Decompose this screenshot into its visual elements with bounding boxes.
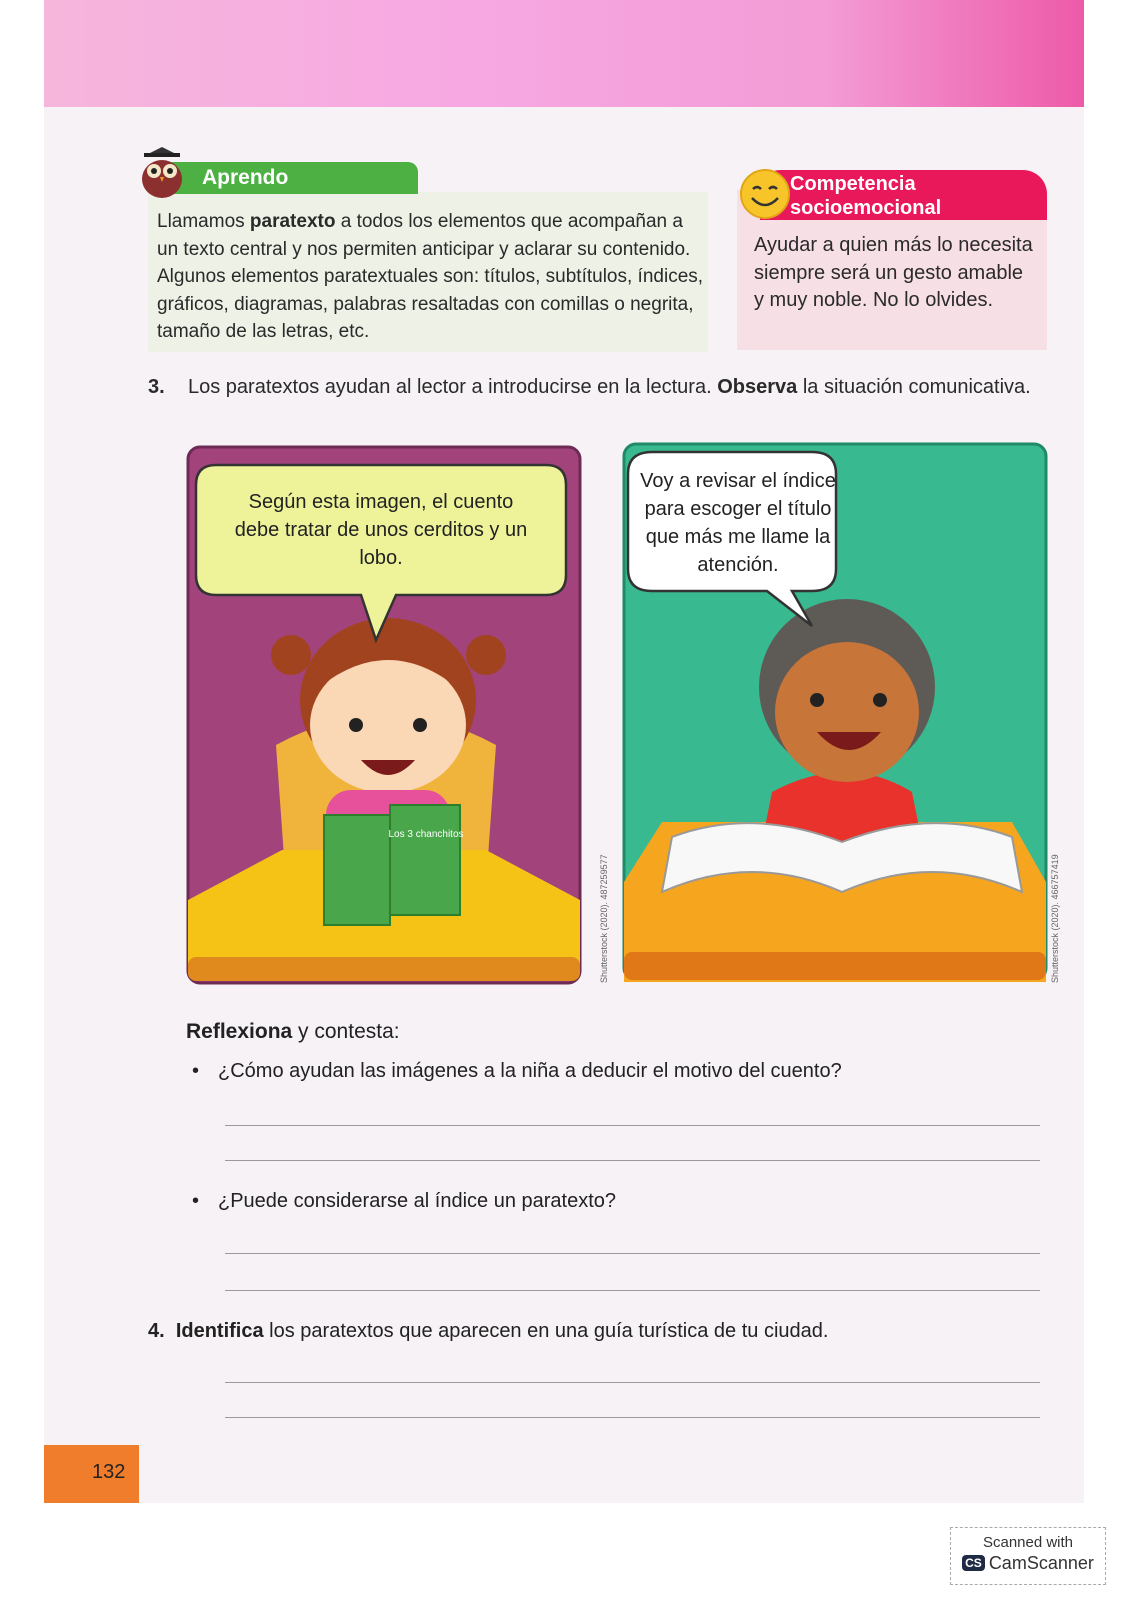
smiley-icon [738, 167, 792, 221]
answer-line[interactable] [225, 1160, 1040, 1161]
observa-bold: Observa [717, 376, 798, 398]
girl-illustration-panel [186, 445, 582, 985]
question-4-number: 4. [148, 1320, 165, 1342]
question-4: 4. Identifica los paratextos que aparecen en una guía turística de tu ciudad. [148, 1320, 829, 1342]
girl-bubble-line-2: debe tratar de unos cerditos y un [234, 519, 528, 541]
reflexiona-heading: Reflexiona y contesta: [186, 1020, 400, 1043]
image-credit-2: Shutterstock (2020). 466757419 [1050, 854, 1060, 983]
boy-illustration-panel [622, 442, 1048, 982]
girl-bubble-line-1: Según esta imagen, el cuento [248, 491, 514, 513]
reflexiona-question-1: • ¿Cómo ayudan las imágenes a la niña a deducir el motivo del cuento? [192, 1060, 842, 1082]
camscanner-logo-icon: CS [962, 1555, 985, 1571]
boy-bubble-line-4: atención. [697, 554, 779, 576]
answer-line[interactable] [225, 1253, 1040, 1254]
girl-bubble-line-3: lobo. [359, 547, 403, 569]
question-3-number: 3. [148, 376, 165, 398]
camscanner-text: CamScanner [988, 1553, 1094, 1573]
owl-icon [136, 145, 188, 199]
aprendo-title: Aprendo [202, 166, 289, 189]
boy-bubble-line-1: Voy a revisar el índice [640, 470, 836, 492]
question-3: 3. Los paratextos ayudan al lector a introducirse en la lectura. Observa la situación comunicativa. [148, 372, 1048, 402]
top-banner [44, 0, 1084, 107]
competencia-title-1: Competencia [790, 173, 916, 195]
reflexiona-question-2: • ¿Puede considerarse al índice un paratexto? [192, 1190, 617, 1212]
camscanner-watermark [950, 1527, 1106, 1585]
answer-line[interactable] [225, 1125, 1040, 1126]
identifica-bold: Identifica [175, 1320, 264, 1342]
competencia-title-2: socioemocional [790, 197, 942, 219]
boy-bubble-line-3: que más me llame la [645, 526, 831, 548]
answer-line[interactable] [225, 1290, 1040, 1291]
answer-line[interactable] [225, 1382, 1040, 1383]
boy-bubble-line-2: para escoger el título [644, 498, 832, 520]
competencia-header [760, 170, 1047, 220]
page-number: 132 [92, 1461, 126, 1483]
aprendo-header [168, 162, 418, 194]
image-credit-1: Shutterstock (2020). 487259577 [599, 854, 609, 983]
scanned-with-text: Scanned with [982, 1534, 1074, 1551]
answer-line[interactable] [225, 1417, 1040, 1418]
book-title: Los 3 chanchitos [388, 829, 464, 840]
paratexto-bold: paratexto [249, 211, 336, 232]
aprendo-text: Llamamos paratexto a todos los elementos que acompañan a un texto central y nos permiten anticipar y aclarar su contenido. Algunos elementos paratextuales son: títulos, subtítulos, índices, gráficos, diagramas, palabras resaltadas con comillas o negrita, tamaño de las letras, etc. [157, 211, 704, 342]
competencia-text: Ayudar a quien más lo necesita siempre será un gesto amable y muy noble. No lo olvides. [754, 234, 1033, 311]
